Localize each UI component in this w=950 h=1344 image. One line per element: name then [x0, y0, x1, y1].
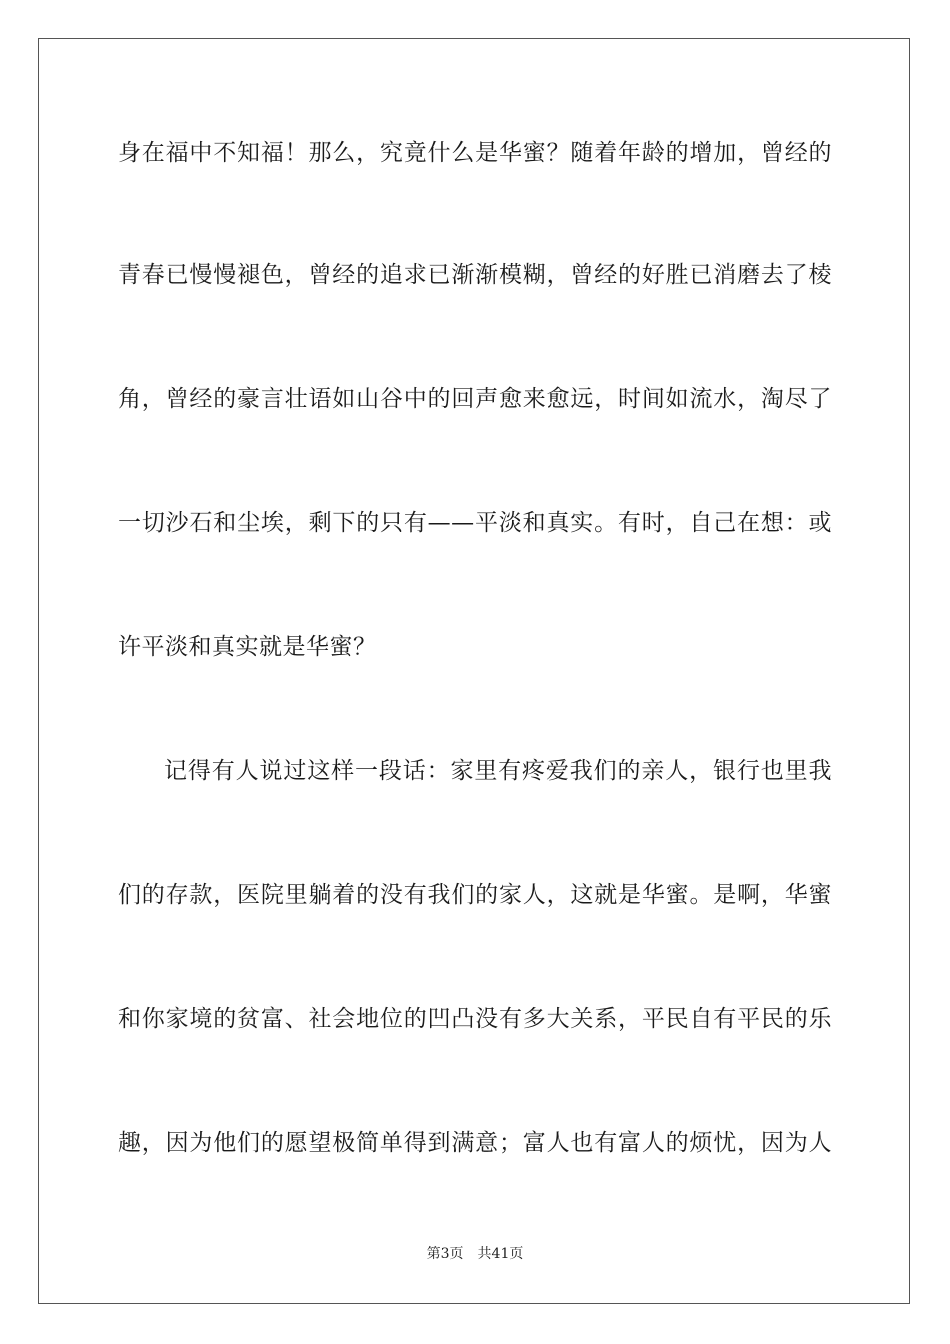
text-line: 们的存款，医院里躺着的没有我们的家人，这就是华蜜。是啊，华蜜 [118, 882, 832, 908]
text-line: 角，曾经的豪言壮语如山谷中的回声愈来愈远，时间如流水，淘尽了 [118, 386, 832, 412]
page-frame [38, 38, 910, 1304]
page-footer [0, 1245, 950, 1263]
page-number: 第3页 [426, 1246, 464, 1262]
text-line: 青春已慢慢褪色，曾经的追求已渐渐模糊，曾经的好胜已消磨去了棱 [118, 262, 832, 288]
text-line: 趣，因为他们的愿望极简单得到满意；富人也有富人的烦忧，因为人 [118, 1130, 832, 1156]
text-line: 一切沙石和尘埃，剩下的只有——平淡和真实。有时，自己在想：或 [118, 510, 832, 536]
text-line: 许平淡和真实就是华蜜？ [118, 634, 377, 660]
total-pages: 共41页 [477, 1246, 524, 1262]
paragraph-first-line: 记得有人说过这样一段话：家里有疼爱我们的亲人，银行也里我 [164, 758, 832, 784]
text-line: 身在福中不知福！那么，究竟什么是华蜜？随着年龄的增加，曾经的 [118, 140, 832, 166]
text-line: 和你家境的贫富、社会地位的凹凸没有多大关系，平民自有平民的乐 [118, 1006, 832, 1032]
